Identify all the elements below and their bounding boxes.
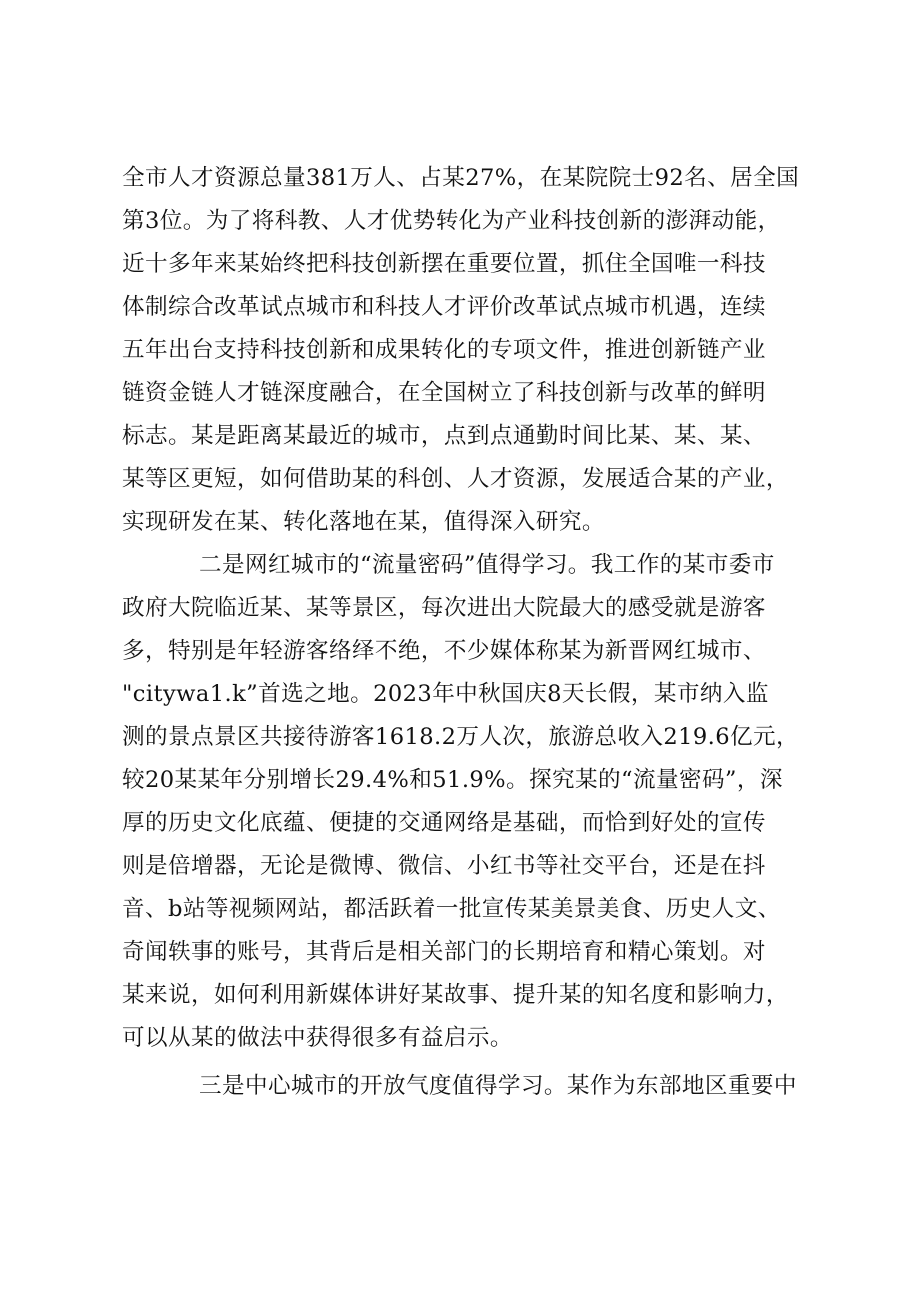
text-line: 测的景点景区共接待游客1618.2万人次，旅游总收入219.6亿元，: [122, 724, 799, 750]
text-line: 近十多年来某始终把科技创新摆在重要位置，抓住全国唯一科技: [122, 251, 766, 277]
text-line: 五年出台支持科技创新和成果转化的专项文件，推进创新链产业: [122, 337, 766, 363]
text-line: 体制综合改革试点城市和科技人才评价改革试点城市机遇，连续: [122, 294, 766, 320]
text-line: 标志。某是距离某最近的城市，点到点通勤时间比某、某、某、: [122, 423, 766, 449]
text-line: 实现研发在某、转化落地在某，值得深入研究。: [122, 509, 605, 535]
text-line: 某来说，如何利用新媒体讲好某故事、提升某的知名度和影响力，: [122, 982, 789, 1008]
text-line: 链资金链人才链深度融合，在全国树立了科技创新与改革的鲜明: [122, 380, 766, 406]
text-line: 全市人才资源总量381万人、占某27%，在某院院士92名、居全国: [122, 165, 800, 191]
paragraph-heading-line: 二是网红城市的“流量密码”值得学习。我工作的某市委市: [199, 552, 775, 578]
text-line: 多，特别是年轻游客络绎不绝，不少媒体称某为新晋网红城市、: [122, 638, 766, 664]
text-line: 可以从某的做法中获得很多有益启示。: [122, 1025, 513, 1051]
text-line: 厚的历史文化底蕴、便捷的交通网络是基础，而恰到好处的宣传: [122, 810, 766, 836]
text-line: 奇闻轶事的账号，其背后是相关部门的长期培育和精心策划。对: [122, 939, 766, 965]
text-line: 较20某某年分别增长29.4%和51.9%。探究某的“流量密码”，深: [122, 767, 783, 793]
text-line: 政府大院临近某、某等景区，每次进出大院最大的感受就是游客: [122, 595, 766, 621]
text-line: 某等区更短，如何借助某的科创、人才资源，发展适合某的产业，: [122, 466, 789, 492]
paragraph-heading-line: 三是中心城市的开放气度值得学习。某作为东部地区重要中: [199, 1073, 797, 1099]
text-line: 则是倍增器，无论是微博、微信、小红书等社交平台，还是在抖: [122, 853, 766, 879]
text-line: 音、b站等视频网站，都活跃着一批宣传某美景美食、历史人文、: [122, 896, 781, 922]
text-line: 第3位。为了将科教、人才优势转化为产业科技创新的澎湃动能，: [122, 208, 781, 234]
text-line: "citywa1.k”首选之地。2023年中秋国庆8天长假，某市纳入监: [122, 681, 769, 707]
